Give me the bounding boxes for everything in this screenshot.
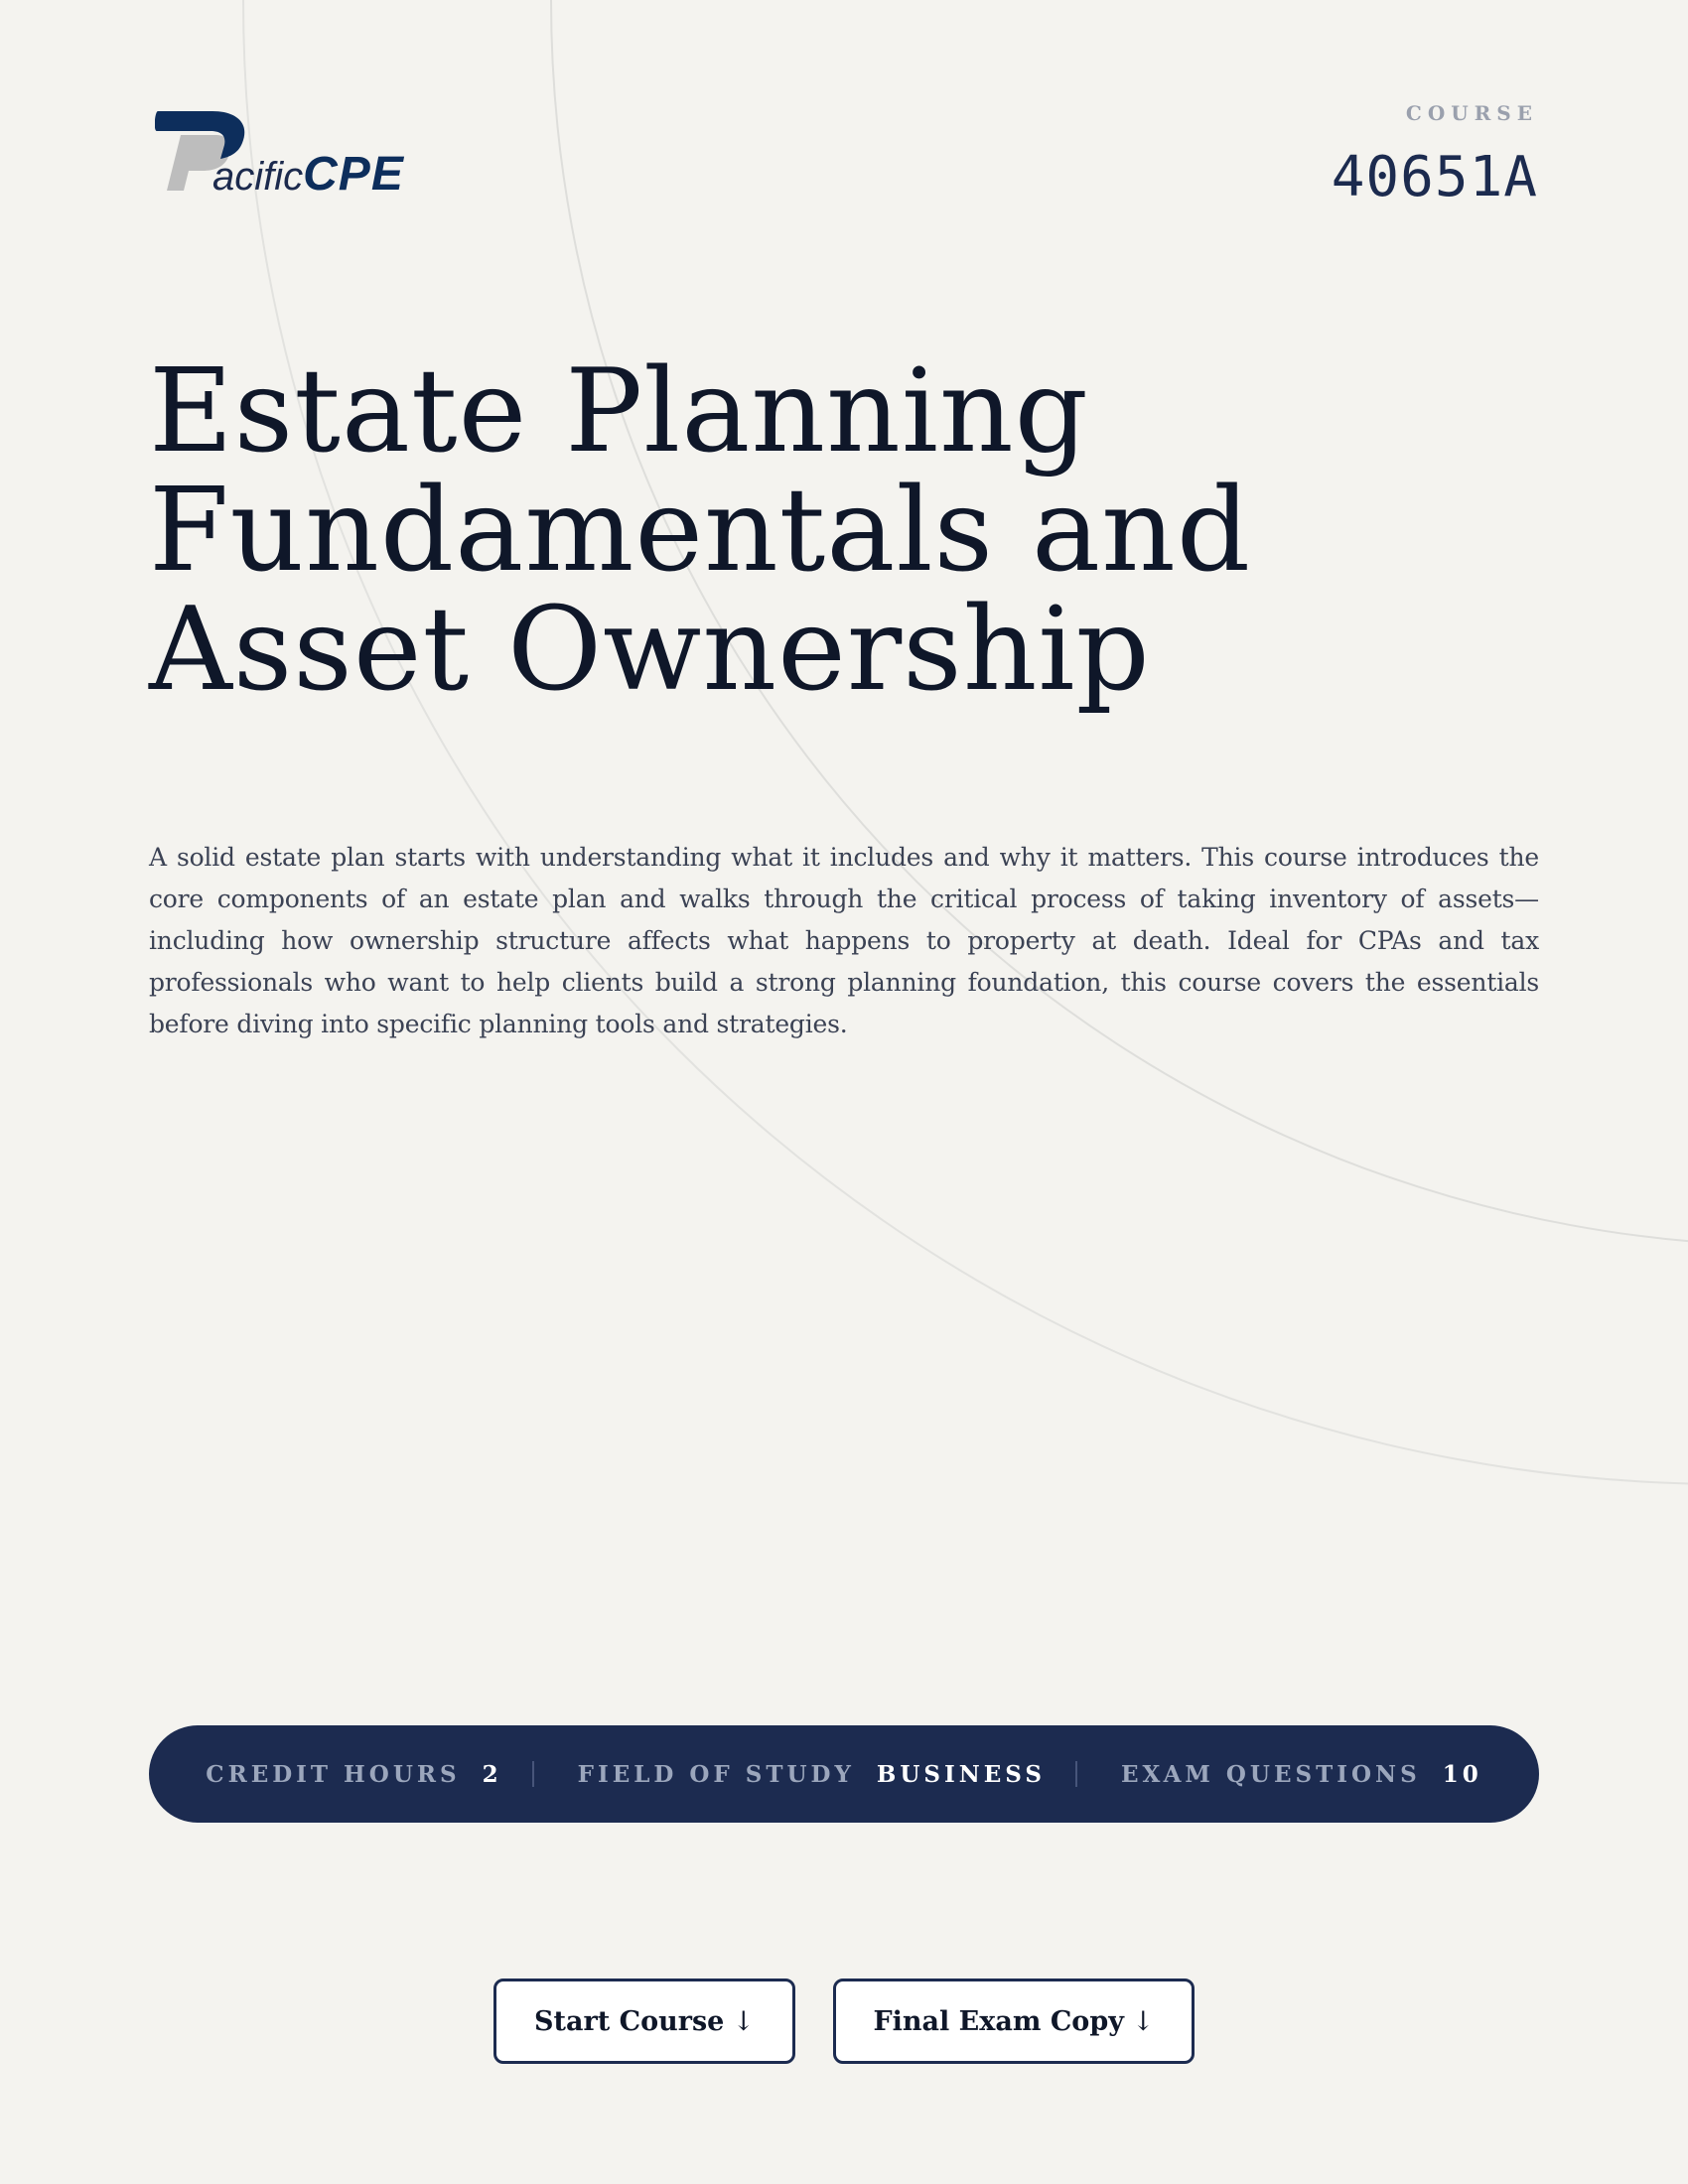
credit-hours-label: CREDIT HOURS [206, 1760, 461, 1788]
course-title-line-3: Asset Ownership [149, 583, 1151, 717]
course-description: A solid estate plan starts with understanding what it includes and why it matters. This course introduces the core components of an estate plan and walks through the critical process of taking inventory of assets—including how ownership structure affects what happens to property at death. Ideal for CPAs and tax professionals who want to help clients build a strong planning foundation, this course covers the essentials before diving into specific planning tools and strategies. [149, 843, 1539, 1038]
pacific-cpe-logo [155, 105, 404, 201]
credit-hours-item [206, 1761, 501, 1788]
course-title-line-1: Estate Planning [149, 344, 1089, 478]
info-divider [532, 1761, 534, 1787]
field-of-study-value: BUSINESS [876, 1760, 1047, 1788]
course-label: COURSE [1405, 101, 1538, 125]
field-of-study-item [578, 1761, 1046, 1788]
logo-text-bold: CPE [303, 148, 404, 201]
field-of-study-label: FIELD OF STUDY [577, 1760, 855, 1788]
course-title-line-2: Fundamentals and [149, 464, 1252, 598]
arrow-down-icon: ↓ [1131, 2005, 1155, 2037]
exam-questions-label: EXAM QUESTIONS [1121, 1760, 1421, 1788]
final-exam-copy-label: Final Exam Copy [873, 2005, 1124, 2037]
logo-text-light: acific [212, 155, 304, 199]
credit-hours-value: 2 [482, 1760, 502, 1788]
logo-wordmark [212, 147, 404, 202]
action-buttons [0, 1979, 1688, 2064]
arrow-down-icon: ↓ [732, 2005, 755, 2037]
exam-questions-value: 10 [1442, 1760, 1482, 1788]
start-course-label: Start Course [534, 2005, 725, 2037]
start-course-button[interactable] [493, 1979, 795, 2064]
exam-questions-item [1121, 1761, 1482, 1788]
course-code: 40651A [1331, 145, 1538, 209]
course-info-bar [149, 1725, 1539, 1823]
final-exam-copy-button[interactable] [833, 1979, 1195, 2064]
course-title [149, 344, 1440, 717]
info-divider [1075, 1761, 1077, 1787]
